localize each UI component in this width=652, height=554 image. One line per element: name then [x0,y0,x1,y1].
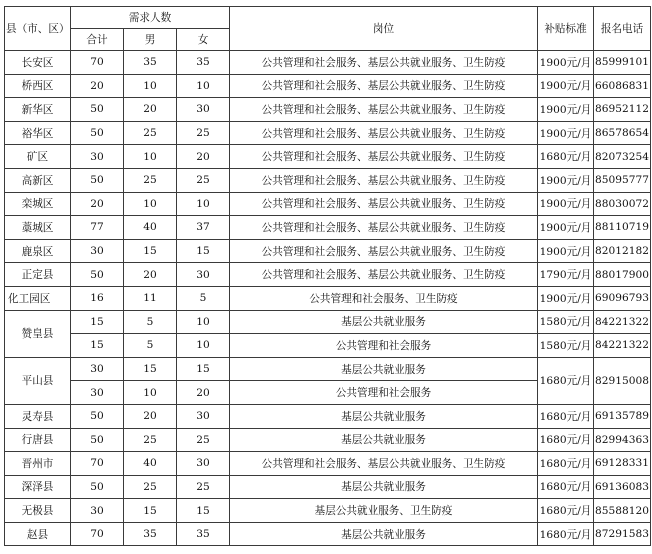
total-cell: 50 [71,98,124,122]
total-cell: 50 [71,121,124,145]
male-cell: 20 [124,263,177,287]
female-cell: 20 [177,381,230,405]
position-cell: 基层公共就业服务 [230,428,538,452]
male-cell: 25 [124,475,177,499]
male-cell: 5 [124,334,177,358]
total-cell: 70 [71,452,124,476]
subsidy-cell: 1580元/月 [538,310,594,334]
county-cell: 化工园区 [5,286,71,310]
subsidy-cell: 1680元/月 [538,475,594,499]
total-cell: 30 [71,145,124,169]
female-cell: 15 [177,499,230,523]
table-row [5,121,651,145]
female-cell: 30 [177,98,230,122]
total-cell: 50 [71,428,124,452]
county-cell: 鹿泉区 [5,239,71,263]
position-cell: 公共管理和社会服务、基层公共就业服务、卫生防疫 [230,452,538,476]
county-cell: 新华区 [5,98,71,122]
subsidy-cell: 1900元/月 [538,74,594,98]
subsidy-cell: 1900元/月 [538,168,594,192]
subsidy-cell: 1900元/月 [538,216,594,240]
position-cell: 公共管理和社会服务、基层公共就业服务、卫生防疫 [230,74,538,98]
county-cell: 深泽县 [5,475,71,499]
total-cell: 15 [71,334,124,358]
county-cell: 栾城区 [5,192,71,216]
total-cell: 20 [71,74,124,98]
recruitment-table [4,6,651,546]
male-cell: 25 [124,428,177,452]
total-cell: 30 [71,239,124,263]
phone-cell: 88017900 [594,263,651,287]
subsidy-cell: 1900元/月 [538,192,594,216]
subsidy-cell: 1680元/月 [538,452,594,476]
header-row [5,7,651,29]
table-row [5,310,651,334]
male-cell: 15 [124,239,177,263]
phone-cell: 84221322 [594,310,651,334]
phone-cell: 88030072 [594,192,651,216]
total-cell: 70 [71,51,124,75]
female-cell: 20 [177,145,230,169]
total-cell: 30 [71,381,124,405]
phone-cell: 84221322 [594,334,651,358]
position-cell: 公共管理和社会服务、基层公共就业服务、卫生防疫 [230,263,538,287]
position-cell: 基层公共就业服务 [230,357,538,381]
phone-cell: 87291583 [594,522,651,546]
position-cell: 公共管理和社会服务 [230,334,538,358]
position-cell: 公共管理和社会服务 [230,381,538,405]
table-row [5,428,651,452]
phone-cell: 85999101 [594,51,651,75]
subsidy-cell: 1680元/月 [538,499,594,523]
table-row [5,357,651,381]
position-cell: 基层公共就业服务 [230,522,538,546]
header-position: 岗位 [230,7,538,51]
position-cell: 公共管理和社会服务、基层公共就业服务、卫生防疫 [230,98,538,122]
female-cell: 10 [177,74,230,98]
total-cell: 16 [71,286,124,310]
male-cell: 10 [124,192,177,216]
male-cell: 20 [124,404,177,428]
position-cell: 基层公共就业服务 [230,475,538,499]
total-cell: 70 [71,522,124,546]
phone-cell: 66086831 [594,74,651,98]
male-cell: 20 [124,98,177,122]
county-cell: 裕华区 [5,121,71,145]
phone-cell: 88110719 [594,216,651,240]
position-cell: 基层公共就业服务 [230,404,538,428]
table-row [5,98,651,122]
female-cell: 30 [177,263,230,287]
subsidy-cell: 1790元/月 [538,263,594,287]
male-cell: 25 [124,121,177,145]
position-cell: 公共管理和社会服务、基层公共就业服务、卫生防疫 [230,51,538,75]
subsidy-cell: 1680元/月 [538,428,594,452]
subsidy-cell: 1900元/月 [538,286,594,310]
female-cell: 25 [177,168,230,192]
phone-cell: 82915008 [594,357,651,404]
male-cell: 10 [124,381,177,405]
total-cell: 50 [71,168,124,192]
female-cell: 25 [177,121,230,145]
table-row [5,475,651,499]
phone-cell: 82073254 [594,145,651,169]
female-cell: 25 [177,475,230,499]
county-cell: 平山县 [5,357,71,404]
female-cell: 15 [177,239,230,263]
phone-cell: 69096793 [594,286,651,310]
table-row [5,499,651,523]
county-cell: 赞皇县 [5,310,71,357]
female-cell: 10 [177,334,230,358]
position-cell: 公共管理和社会服务、卫生防疫 [230,286,538,310]
position-cell: 公共管理和社会服务、基层公共就业服务、卫生防疫 [230,145,538,169]
male-cell: 10 [124,74,177,98]
subsidy-cell: 1680元/月 [538,357,594,404]
male-cell: 11 [124,286,177,310]
phone-cell: 82994363 [594,428,651,452]
total-cell: 77 [71,216,124,240]
header-female: 女 [177,29,230,51]
county-cell: 行唐县 [5,428,71,452]
county-cell: 桥西区 [5,74,71,98]
male-cell: 5 [124,310,177,334]
female-cell: 10 [177,310,230,334]
phone-cell: 85095777 [594,168,651,192]
female-cell: 35 [177,522,230,546]
subsidy-cell: 1900元/月 [538,98,594,122]
header-subsidy: 补贴标准 [538,7,594,51]
total-cell: 15 [71,310,124,334]
header-county: 县（市、区） [5,7,71,51]
table-row [5,216,651,240]
male-cell: 10 [124,145,177,169]
female-cell: 5 [177,286,230,310]
subsidy-cell: 1900元/月 [538,239,594,263]
table-row [5,51,651,75]
female-cell: 15 [177,357,230,381]
total-cell: 50 [71,263,124,287]
table-row [5,286,651,310]
table-row [5,145,651,169]
phone-cell: 69135789 [594,404,651,428]
county-cell: 正定县 [5,263,71,287]
header-male: 男 [124,29,177,51]
header-phone: 报名电话 [594,7,651,51]
county-cell: 灵寿县 [5,404,71,428]
county-cell: 晋州市 [5,452,71,476]
female-cell: 25 [177,428,230,452]
phone-cell: 86578654 [594,121,651,145]
phone-cell: 82012182 [594,239,651,263]
phone-cell: 69128331 [594,452,651,476]
position-cell: 公共管理和社会服务、基层公共就业服务、卫生防疫 [230,121,538,145]
male-cell: 35 [124,522,177,546]
position-cell: 公共管理和社会服务、基层公共就业服务、卫生防疫 [230,239,538,263]
subsidy-cell: 1900元/月 [538,121,594,145]
position-cell: 公共管理和社会服务、基层公共就业服务、卫生防疫 [230,168,538,192]
male-cell: 35 [124,51,177,75]
female-cell: 10 [177,192,230,216]
table-row [5,522,651,546]
position-cell: 公共管理和社会服务、基层公共就业服务、卫生防疫 [230,216,538,240]
county-cell: 矿区 [5,145,71,169]
total-cell: 30 [71,357,124,381]
table-row [5,334,651,358]
county-cell: 赵县 [5,522,71,546]
female-cell: 30 [177,452,230,476]
male-cell: 15 [124,357,177,381]
position-cell: 公共管理和社会服务、基层公共就业服务、卫生防疫 [230,192,538,216]
county-cell: 无极县 [5,499,71,523]
female-cell: 37 [177,216,230,240]
total-cell: 50 [71,404,124,428]
header-demand: 需求人数 [71,7,230,29]
phone-cell: 85588120 [594,499,651,523]
county-cell: 长安区 [5,51,71,75]
table-row [5,404,651,428]
phone-cell: 69136083 [594,475,651,499]
male-cell: 40 [124,452,177,476]
header-total: 合计 [71,29,124,51]
table-row [5,452,651,476]
total-cell: 30 [71,499,124,523]
table-row [5,192,651,216]
subsidy-cell: 1680元/月 [538,145,594,169]
subsidy-cell: 1900元/月 [538,51,594,75]
table-row [5,263,651,287]
subsidy-cell: 1680元/月 [538,522,594,546]
subsidy-cell: 1680元/月 [538,404,594,428]
table-row [5,239,651,263]
total-cell: 50 [71,475,124,499]
county-cell: 高新区 [5,168,71,192]
table-row [5,74,651,98]
position-cell: 基层公共就业服务、卫生防疫 [230,499,538,523]
phone-cell: 86952112 [594,98,651,122]
male-cell: 25 [124,168,177,192]
female-cell: 30 [177,404,230,428]
table-row [5,168,651,192]
county-cell: 藁城区 [5,216,71,240]
total-cell: 20 [71,192,124,216]
subsidy-cell: 1580元/月 [538,334,594,358]
female-cell: 35 [177,51,230,75]
position-cell: 基层公共就业服务 [230,310,538,334]
male-cell: 40 [124,216,177,240]
male-cell: 15 [124,499,177,523]
